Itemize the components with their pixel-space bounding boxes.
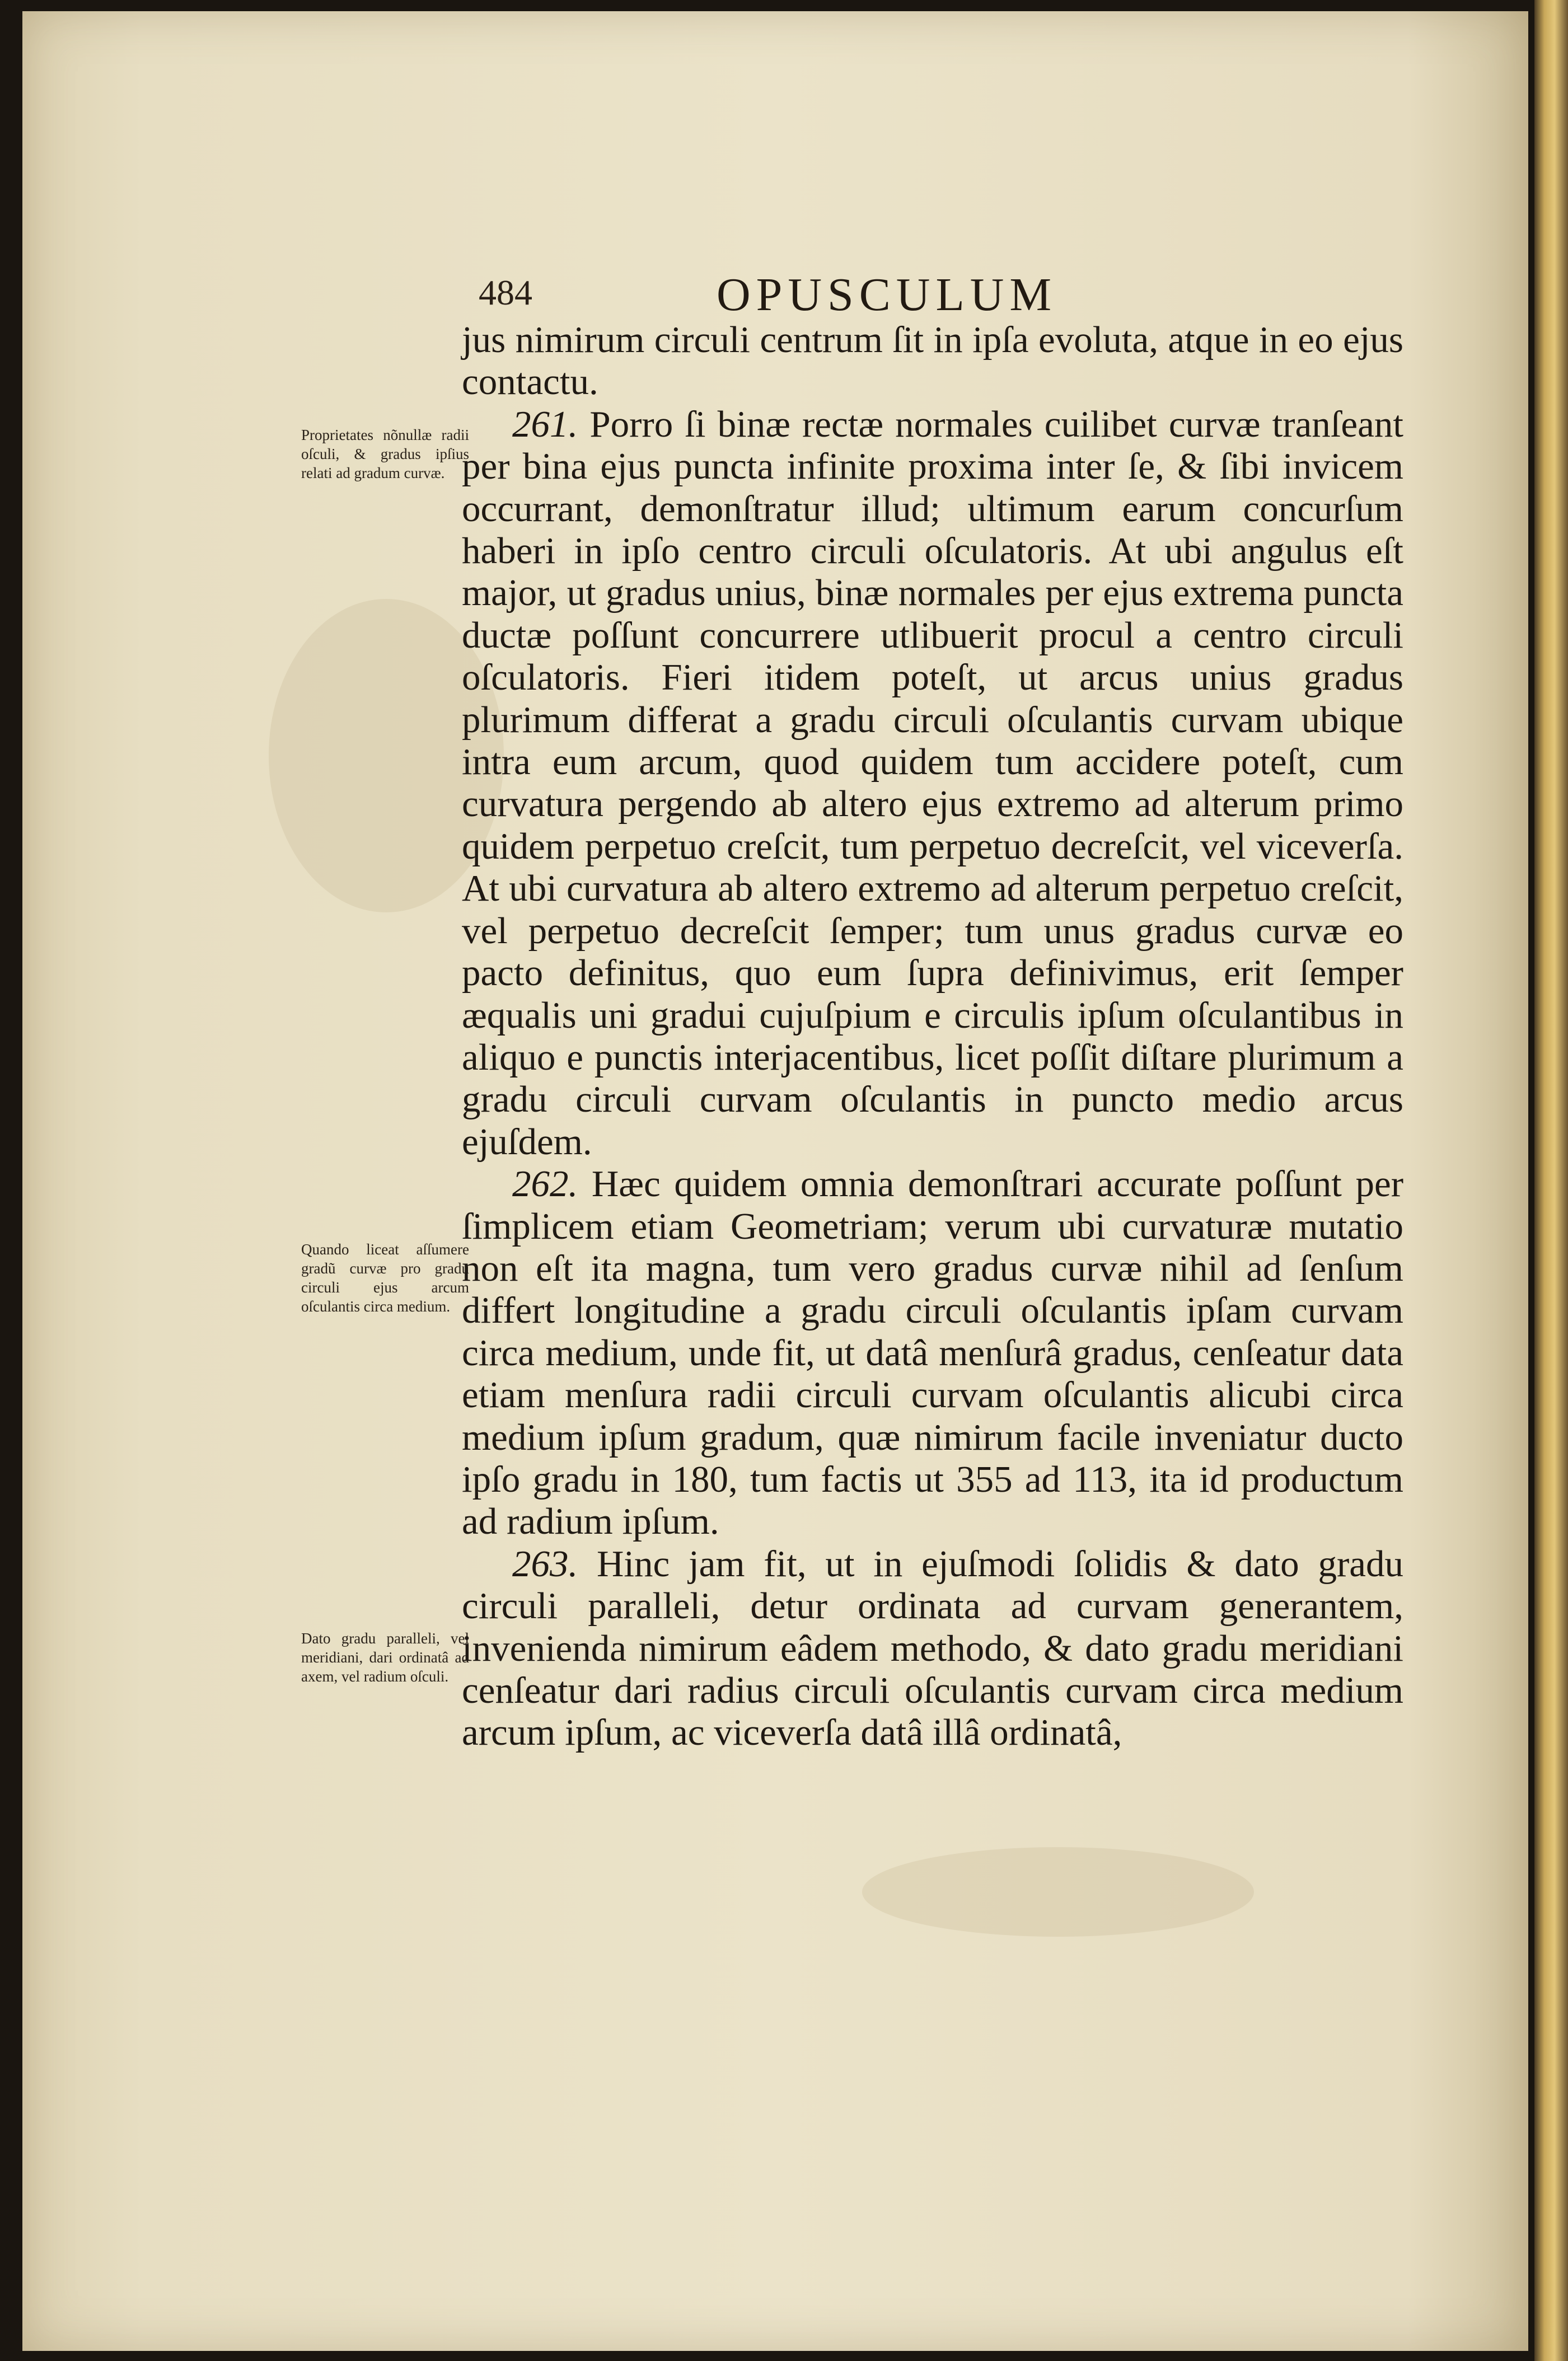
page-number: 484 [479,273,532,312]
margin-note: Dato gradu paralleli, vel meridiani, dari ordinatâ ad axem, vel radium oſculi. [301,1630,469,1685]
paragraph [462,1163,1403,1543]
paragraph-text: Hinc jam fit, ut in ejuſmodi ſolidis & dato gradu circuli paralleli, detur ordinata ad curvam generantem, invenienda nimirum eâdem methodo, & dato gradu meridiani cenſeatur dari radius circuli oſculantis curvam circa medium arcum ipſum, ac viceverſa datâ illâ ordinatâ, [462,1543,1403,1754]
paragraph-text: Porro ſi binæ rectæ normales cuilibet curvæ tranſeant per bina ejus puncta infinite proxima inter ſe, & ſibi invicem occurrant, demonſtratur illud; ultimum earum concurſum haberi in ipſo centro circuli oſculatoris. At ubi angulus eſt major, ut gradus unius, binæ normales per ejus extrema puncta ductæ poſſunt concurrere utlibuerit procul a centro circuli oſculatoris. Fieri itidem poteſt, ut arcus unius gradus plurimum differat a gradu circuli oſculantis curvam ubique intra eum arcum, quod quidem tum accidere poteſt, cum curvatura pergendo ab altero ejus extremo ad alterum primo quidem perpetuo creſcit, tum perpetuo decreſcit, vel viceverſa. At ubi curvatura ab altero extremo ad alterum perpetuo creſcit, vel perpetuo decreſcit ſemper; tum unus gradus curvæ eo pacto definitus, quo eum ſupra definivimus, erit ſemper æqualis uni gradui cujuſpium e circulis ipſum oſculantibus in aliquo e punctis interjacentibus, licet poſſit diſtare plurimum a gradu circuli curvam oſculantis in puncto medio arcus ejuſdem. [462,403,1404,1163]
page-stain [862,1847,1254,1937]
book-edge [1534,0,1568,2361]
paragraph-text: jus nimirum circuli centrum ſit in ipſa evoluta, atque in eo ejus contactu. [462,319,1403,403]
main-text [462,319,1403,1754]
paragraph-text: Hæc quidem omnia demonſtrari accurate poſſunt per ſimplicem etiam Geometriam; verum ubi curvaturæ mutatio non eſt ita magna, tum vero gradus curvæ nihil ad ſenſum differt longitudine a gradu circuli oſculantis ipſam curvam circa medium, unde fit, ut datâ menſurâ gradus, cenſeatur data etiam menſura radii circuli curvam oſculantis alicubi circa medium ipſum gradum, quæ nimirum facile inveniatur ducto ipſo gradu in 180, tum factis ut 355 ad 113, ita id productum ad radium ipſum. [462,1163,1404,1543]
paragraph [462,1543,1403,1754]
paragraph-number: 262. [512,1163,578,1205]
paragraph-number: 263. [512,1543,578,1585]
paragraph [462,404,1403,1163]
margin-note: Quando liceat aſſumere gradũ curvæ pro gradu circuli ejus arcum oſculantis circa medium. [301,1241,469,1315]
paragraph [462,319,1403,404]
margin-note: Proprietates nõnullæ radii oſculi, & gradus ipſius relati ad gradum curvæ. [301,427,469,481]
running-title: OPUSCULUM [717,269,1057,321]
paragraph-number: 261. [512,403,578,445]
